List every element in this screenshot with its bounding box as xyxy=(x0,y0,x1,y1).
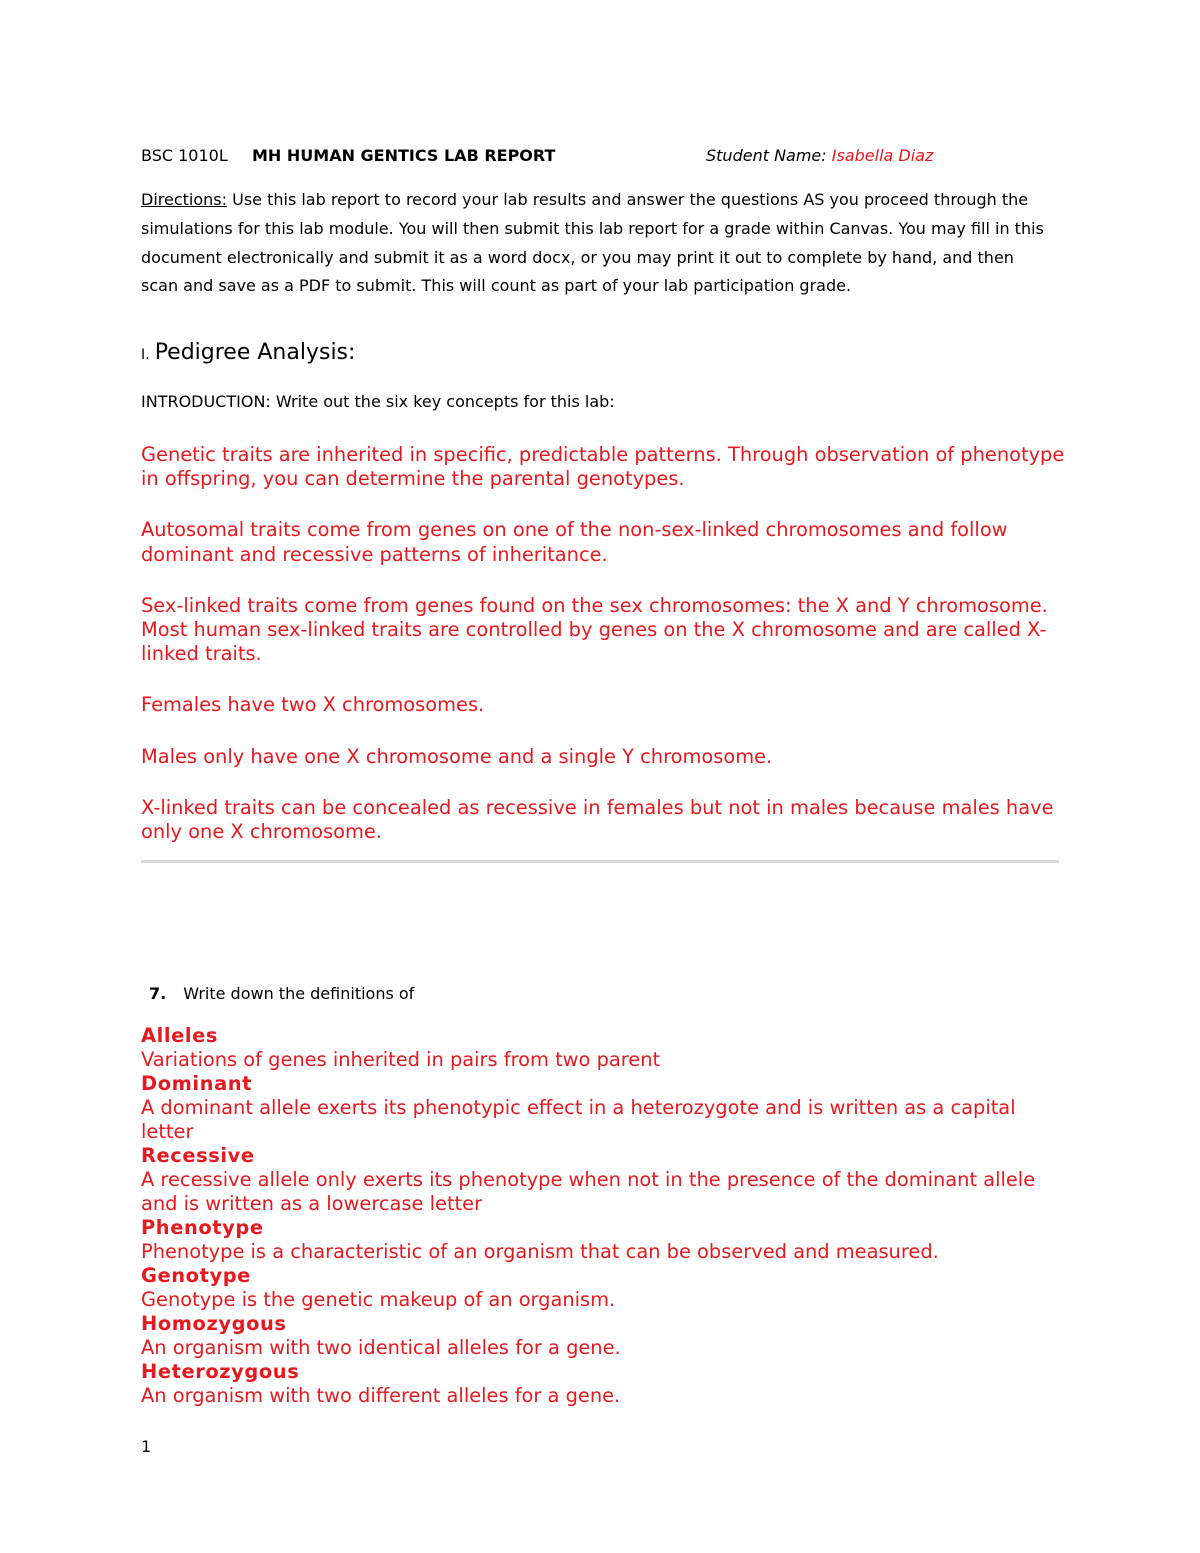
definition-term: Homozygous xyxy=(141,1312,287,1335)
student-name-value: Isabella Diaz xyxy=(831,146,934,165)
key-concept: Sex-linked traits come from genes found on the sex chromosomes: the X and Y chromosome. Most human sex-linked traits are controlled by genes on the X chromosome and are called X-linked traits. xyxy=(141,593,1048,666)
definition-text: An organism with two different alleles for a gene. xyxy=(141,1384,621,1407)
definition-text: A dominant allele exerts its phenotypic effect in a heterozygote and is written as a capital letter xyxy=(141,1096,1016,1143)
introduction-label: INTRODUCTION: xyxy=(141,392,271,411)
horizontal-divider xyxy=(141,860,1059,863)
definition-text: A recessive allele only exerts its phenotype when not in the presence of the dominant allele and is written as a lowercase letter xyxy=(141,1168,1036,1215)
definition-term: Heterozygous xyxy=(141,1360,300,1383)
definition-term: Genotype xyxy=(141,1264,251,1287)
section-number: I. xyxy=(141,347,150,363)
definition-text: Phenotype is a characteristic of an organism that can be observed and measured. xyxy=(141,1240,939,1263)
directions-text: Use this lab report to record your lab results and answer the questions AS you proceed through the simulations for this lab module. You will then submit this lab report for a grade within Canvas. You may fill in this document electronically and submit it as a word docx, or you may print it out to complete by hand, and then scan and save as a PDF to submit. This will count as part of your lab participation grade. xyxy=(141,190,1044,296)
question-7 xyxy=(149,983,414,1005)
definition-text: Genotype is the genetic makeup of an organism. xyxy=(141,1288,616,1311)
key-concept: Males only have one X chromosome and a single Y chromosome. xyxy=(141,744,773,768)
section-title: Pedigree Analysis: xyxy=(154,340,356,365)
definitions-list xyxy=(141,1024,1066,1408)
report-title: MH HUMAN GENTICS LAB REPORT xyxy=(252,146,556,165)
section-heading xyxy=(141,340,355,365)
directions-label: Directions: xyxy=(141,190,228,209)
definition-term: Phenotype xyxy=(141,1216,264,1239)
directions-paragraph xyxy=(141,186,1056,301)
page-number: 1 xyxy=(141,1437,152,1456)
question-number: 7. xyxy=(149,984,167,1003)
key-concept: Genetic traits are inherited in specific, predictable patterns. Through observation of phenotype in offspring, you can determine the parental genotypes. xyxy=(141,443,1065,491)
key-concept: Autosomal traits come from genes on one of the non-sex-linked chromosomes and follow dominant and recessive patterns of inheritance. xyxy=(141,518,1008,566)
introduction-prompt xyxy=(141,391,615,413)
definition-term: Recessive xyxy=(141,1144,255,1167)
definition-term: Dominant xyxy=(141,1072,253,1095)
introduction-text: Write out the six key concepts for this lab: xyxy=(270,392,615,411)
course-code: BSC 1010L xyxy=(141,146,228,165)
student-name-line xyxy=(706,145,933,167)
key-concepts-answer xyxy=(141,443,1066,871)
definition-term: Alleles xyxy=(141,1024,218,1047)
definition-text: An organism with two identical alleles for a gene. xyxy=(141,1336,621,1359)
definition-text: Variations of genes inherited in pairs from two parent xyxy=(141,1048,661,1071)
key-concept: Females have two X chromosomes. xyxy=(141,693,485,717)
key-concept: X-linked traits can be concealed as recessive in females but not in males because males have only one X chromosome. xyxy=(141,795,1054,844)
student-name-label: Student Name: xyxy=(706,146,827,165)
question-text: Write down the definitions of xyxy=(183,984,415,1003)
